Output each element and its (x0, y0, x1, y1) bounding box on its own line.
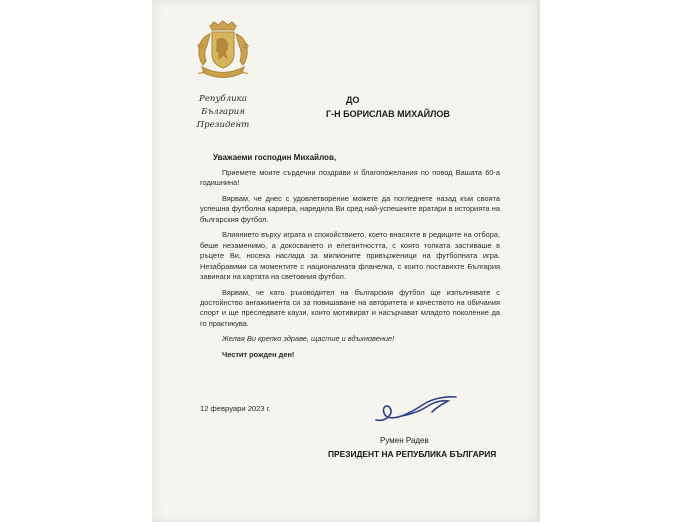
birthday-line: Честит рожден ден! (222, 350, 295, 360)
paragraph: Влиянието върху играта и спокойствието, което внасяхте в редиците на отбора, беше незаменимо, а докосването и елегантността, с която топката застиваше в ръцете Ви, носеха наслада за милионите привърженици на футболната игра. Незабравими са моментите с националната фланелка, с които поставихте България завинаги на картата на световния футбол. (200, 230, 500, 282)
recipient-to: ДО (346, 95, 360, 105)
wish-line: Желая Ви крепко здраве, щастие и вдъхновение! (222, 334, 395, 344)
signature-icon (372, 392, 462, 428)
paragraph: Вярвам, че днес с удовлетворение можете да погледнете назад към своята успешна футболна кариера, наредила Ви сред най-успешните вратари в историята на българския футбол. (200, 194, 500, 224)
sender-office: Президент (196, 120, 250, 130)
salutation: Уважаеми господин Михайлов, (213, 153, 337, 162)
signatory-name: Румен Радев (380, 436, 429, 445)
recipient-name: Г-Н БОРИСЛАВ МИХАЙЛОВ (326, 109, 450, 119)
letter-date: 12 февруари 2023 г. (200, 404, 271, 413)
page-edge-shadow (537, 0, 540, 522)
coat-of-arms-icon (190, 20, 256, 84)
paragraph: Приемете моите сърдечни поздрави и благопожелания по повод Вашата 60-а годишнина! (200, 168, 500, 188)
letter-body (200, 168, 500, 366)
signatory-title: ПРЕЗИДЕНТ НА РЕПУБЛИКА БЪЛГАРИЯ (328, 449, 497, 459)
recipient-block (326, 93, 450, 121)
paragraph: Вярвам, че като ръководител на българския футбол ще изпълнявате с достойнство ангажимента си за повишаване на авторитета и качеството на обичания спорт и ще преследвате каузи, които мотивират и насърчават младото поколение да го практикува. (200, 287, 500, 328)
sender-letterhead (178, 93, 268, 132)
sender-country: Република България (199, 94, 247, 117)
